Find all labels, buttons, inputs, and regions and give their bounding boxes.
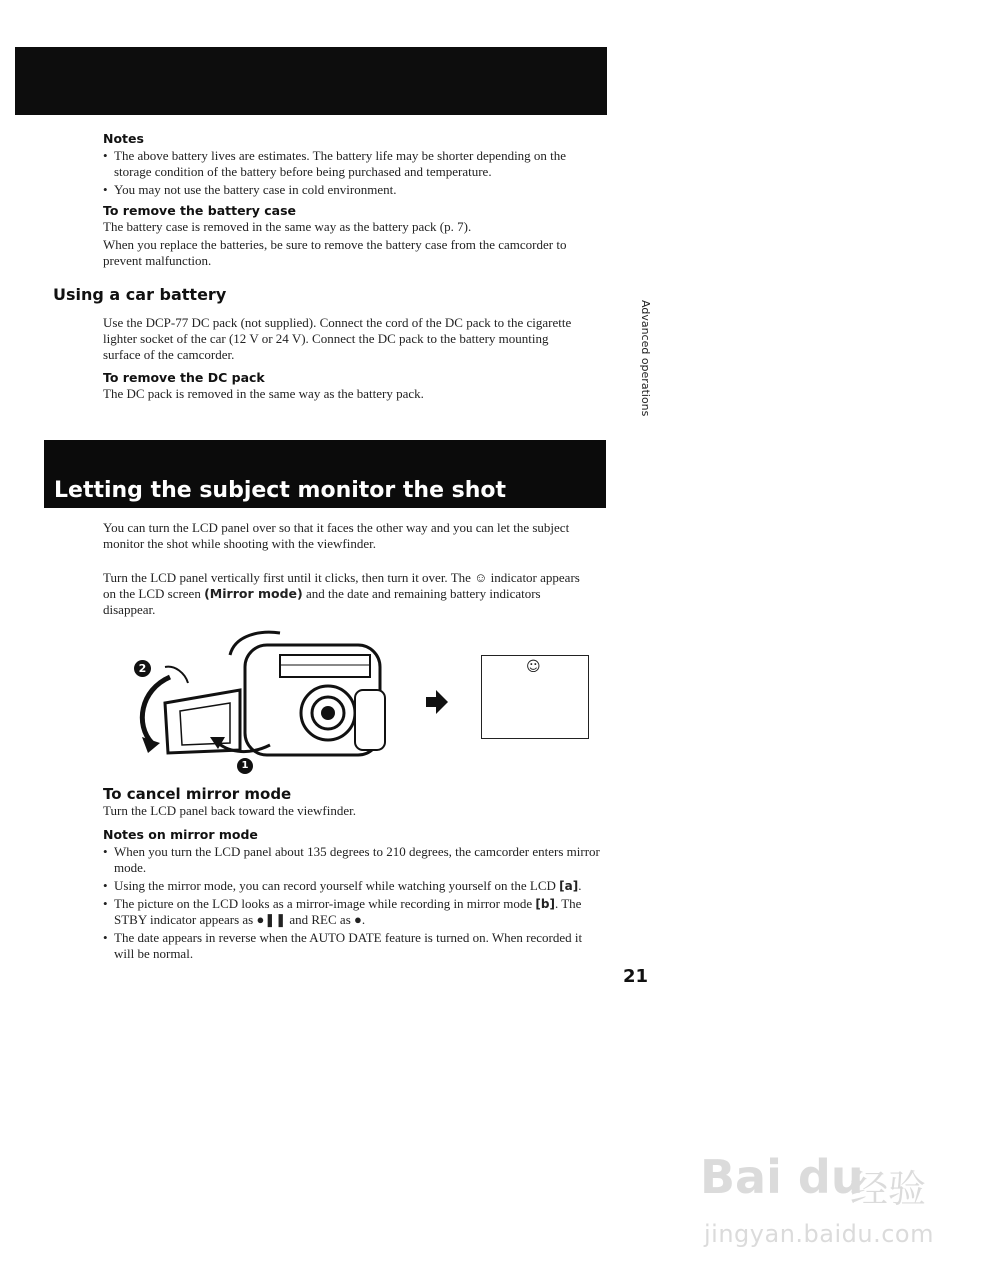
turn-text bbox=[103, 570, 583, 618]
remove-case-heading: To remove the battery case bbox=[103, 203, 296, 218]
remove-dc-text: The DC pack is removed in the same way as the battery pack. bbox=[103, 386, 424, 401]
lcd-screen-preview bbox=[481, 655, 589, 739]
notes-heading: Notes bbox=[103, 131, 144, 146]
notes-list bbox=[103, 148, 593, 200]
turn-text-before: Turn the LCD panel vertically first until it clicks, then turn it over. The ☺ indicator appears on the LCD screen bbox=[103, 570, 580, 601]
header-bar bbox=[15, 47, 607, 115]
watermark-logo: Bai du bbox=[700, 1150, 864, 1204]
page-number: 21 bbox=[623, 966, 649, 987]
mirror-notes-heading: Notes on mirror mode bbox=[103, 827, 258, 842]
remove-case-text-2: When you replace the batteries, be sure to remove the battery case from the camcorder to prevent malfunction. bbox=[103, 237, 567, 268]
cancel-text: Turn the LCD panel back toward the viewfinder. bbox=[103, 803, 356, 818]
section-banner bbox=[44, 440, 606, 508]
car-battery-heading: Using a car battery bbox=[53, 285, 227, 304]
right-arrow-icon bbox=[426, 690, 448, 714]
mirror-notes-list bbox=[103, 844, 600, 964]
mirror-indicator-icon: ☺ bbox=[526, 659, 541, 675]
camcorder-illustration bbox=[130, 625, 400, 775]
list-item: • The date appears in reverse when the AUTO DATE feature is turned on. When recorded it will be normal. bbox=[103, 930, 600, 962]
remove-case-text-1: The battery case is removed in the same way as the battery pack (p. 7). bbox=[103, 219, 472, 234]
mirror-mode-label: (Mirror mode) bbox=[204, 586, 303, 601]
banner-title: Letting the subject monitor the shot bbox=[54, 478, 507, 503]
intro-text: You can turn the LCD panel over so that it faces the other way and you can let the subject monitor the shot while shooting with the viewfinder. bbox=[103, 520, 570, 551]
watermark bbox=[700, 1150, 960, 1260]
cancel-heading: To cancel mirror mode bbox=[103, 785, 292, 803]
list-item: • When you turn the LCD panel about 135 degrees to 210 degrees, the camcorder enters mirror mode. bbox=[103, 844, 600, 876]
remove-dc-heading: To remove the DC pack bbox=[103, 370, 265, 385]
step-2-badge: 2 bbox=[134, 660, 151, 677]
list-item: • You may not use the battery case in cold environment. bbox=[103, 182, 593, 198]
watermark-cn: 经验 bbox=[850, 1167, 927, 1211]
watermark-url: jingyan.baidu.com bbox=[704, 1220, 934, 1248]
car-battery-text: Use the DCP-77 DC pack (not supplied). Connect the cord of the DC pack to the cigarette lighter socket of the car (12 V or 24 V). Connect the DC pack to the battery mounting surface of the camcorder. bbox=[103, 315, 572, 362]
side-tab-label: Advanced operations bbox=[639, 300, 652, 417]
list-item: • The picture on the LCD looks as a mirror-image while recording in mirror mode [b]. The STBY indicator appears as ●❚❚ and REC as ●. bbox=[103, 896, 600, 928]
list-item: • The above battery lives are estimates. The battery life may be shorter depending on the storage condition of the battery before being purchased and temperature. bbox=[103, 148, 593, 180]
step-1-badge: 1 bbox=[237, 758, 253, 774]
list-item: • Using the mirror mode, you can record yourself while watching yourself on the LCD [a]. bbox=[103, 878, 600, 894]
turn-text-after: and the date and remaining battery indicators disappear. bbox=[103, 586, 541, 617]
